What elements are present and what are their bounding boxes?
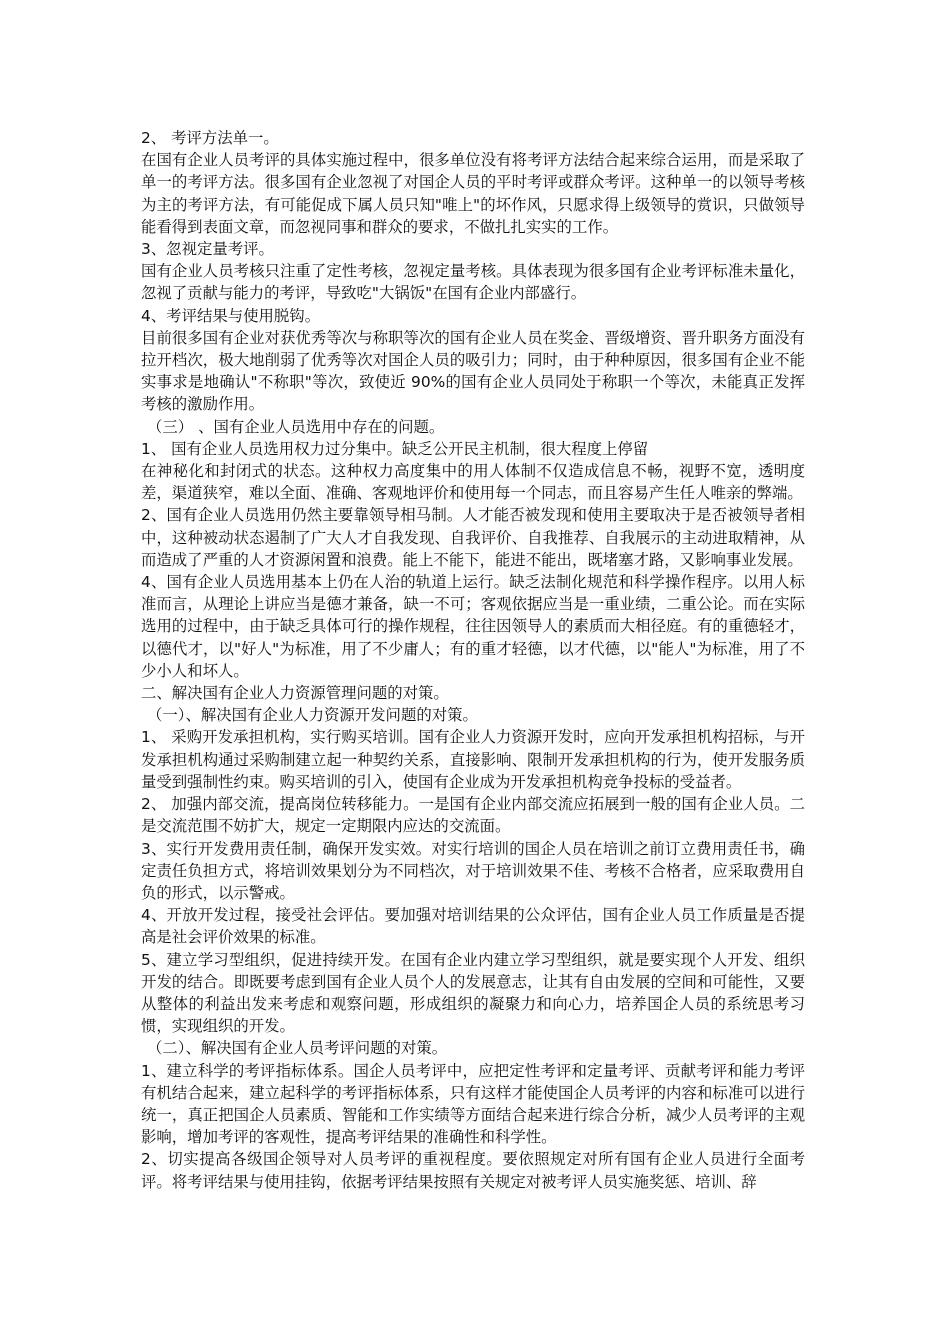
section-heading: 2、 考评方法单一。: [141, 129, 279, 147]
document-body: [141, 127, 805, 1193]
paragraph: 2、切实提高各级国企领导对人员考评的重视程度。要依照规定对所有国有企业人员进行全面考评。将考评结果与使用挂钩，依据考评结果按照有关规定对被考评人员实施奖惩、培训、辞: [141, 1150, 805, 1191]
subsection-heading: （三） 、国有企业人员选用中存在的问题。: [147, 417, 445, 436]
paragraph: 目前很多国有企业对获优秀等次与称职等次的国有企业人员在奖金、晋级增资、晋升职务方面没有拉开档次，极大地削弱了优秀等次对国企人员的吸引力；同时，由于种种原因，很多国有企业不能实事求是地确认"不称职"等次，致使近 90%的国有企业人员同处于称职一个等次，未能真正发挥考核的激励作用。: [141, 328, 805, 414]
subsection-heading: （二）、解决国有企业人员考评问题的对策。: [147, 1039, 448, 1058]
paragraph: 4、国有企业人员选用基本上仍在人治的轨道上运行。缺乏法制化规范和科学操作程序。以用人标准而言，从理论上讲应当是德才兼备，缺一不可；客观依据应当是一重业绩，二重公论。而在实际选用的过程中，由于缺乏具体可行的操作规程，往往因领导人的素质而大相径庭。有的重德轻才，以德代才，以"好人"为标准，用了不少庸人；有的重才轻德，以才代德，以"能人"为标准，用了不少小人和坏人。: [141, 573, 805, 680]
section-heading: 4、考评结果与使用脱钩。: [141, 306, 321, 325]
paragraph: 2、 加强内部交流，提高岗位转移能力。一是国有企业内部交流应拓展到一般的国有企业人员。二是交流范围不妨扩大，规定一定期限内应达的交流面。: [141, 795, 805, 836]
paragraph: 在国有企业人员考评的具体实施过程中，很多单位没有将考评方法结合起来综合运用，而是采取了单一的考评方法。很多国有企业忽视了对国企人员的平时考评或群众考评。这种单一的以领导考核为主的考评方法，有可能促成下属人员只知"唯上"的坏作风，只愿求得上级领导的赏识，只做领导能看得到表面文章，而忽视同事和群众的要求，不做扎扎实实的工作。: [141, 151, 805, 236]
paragraph: 1、 国有企业人员选用权力过分集中。缺乏公开民主机制，很大程度上停留: [141, 439, 649, 458]
paragraph: 1、建立科学的考评指标体系。国企人员考评中，应把定性考评和定量考评、贡献考评和能力考评有机结合起来，建立起科学的考评指标体系，只有这样才能使国企人员考评的内容和标准可以进行统一，真正把国企人员素质、智能和工作实绩等方面结合起来进行综合分析，减少人员考评的主观影响，增加考评的客观性，提高考评结果的准确性和科学性。: [141, 1061, 805, 1147]
paragraph: 在神秘化和封闭式的状态。这种权力高度集中的用人体制不仅造成信息不畅，视野不宽，透明度差，渠道狭窄，难以全面、准确、客观地评价和使用每一个同志，而且容易产生任人唯亲的弊端。: [141, 462, 805, 503]
section-heading: 二、解决国有企业人力资源管理问题的对策。: [141, 684, 449, 703]
section-heading: 3、忽视定量考评。: [141, 240, 274, 259]
paragraph: 1、 采购开发承担机构，实行购买培训。国有企业人力资源开发时，应向开发承担机构招标，与开发承担机构通过采购制建立起一种契约关系，直接影响、限制开发承担机构的行为，使开发服务质量受到强制性约束。购买培训的引入，使国有企业成为开发承担机构竞争投标的受益者。: [141, 728, 805, 791]
paragraph: 3、实行开发费用责任制，确保开发实效。对实行培训的国企人员在培训之前订立费用责任书，确定责任负担方式，将培训效果划分为不同档次，对于培训效果不佳、考核不合格者，应采取费用自负的形式，以示警戒。: [141, 839, 805, 902]
subsection-heading: （一）、解决国有企业人力资源开发问题的对策。: [147, 706, 478, 725]
paragraph: 2、国有企业人员选用仍然主要靠领导相马制。人才能否被发现和使用主要取决于是否被领导者相中，这种被动状态遏制了广大人才自我发现、自我评价、自我推荐、自我展示的主动进取精神，从而造成了严重的人才资源闲置和浪费。能上不能下，能进不能出，既堵塞才路，又影响事业发展。: [141, 506, 805, 569]
paragraph: 5、建立学习型组织，促进持续开发。在国有企业内建立学习型组织，就是要实现个人开发、组织开发的结合。即既要考虑到国有企业人员个人的发展意志，让其有自由发展的空间和可能性，又要从整体的利益出发来考虑和观察问题，形成组织的凝聚力和向心力，培养国企人员的系统思考习惯，实现组织的开发。: [141, 950, 805, 1036]
paragraph: 国有企业人员考核只注重了定性考核，忽视定量考核。具体表现为很多国有企业考评标准未量化，忽视了贡献与能力的考评，导致吃"大锅饭"在国有企业内部盛行。: [141, 262, 805, 303]
paragraph: 4、开放开发过程，接受社会评估。要加强对培训结果的公众评估，国有企业人员工作质量是否提高是社会评价效果的标准。: [141, 906, 805, 947]
